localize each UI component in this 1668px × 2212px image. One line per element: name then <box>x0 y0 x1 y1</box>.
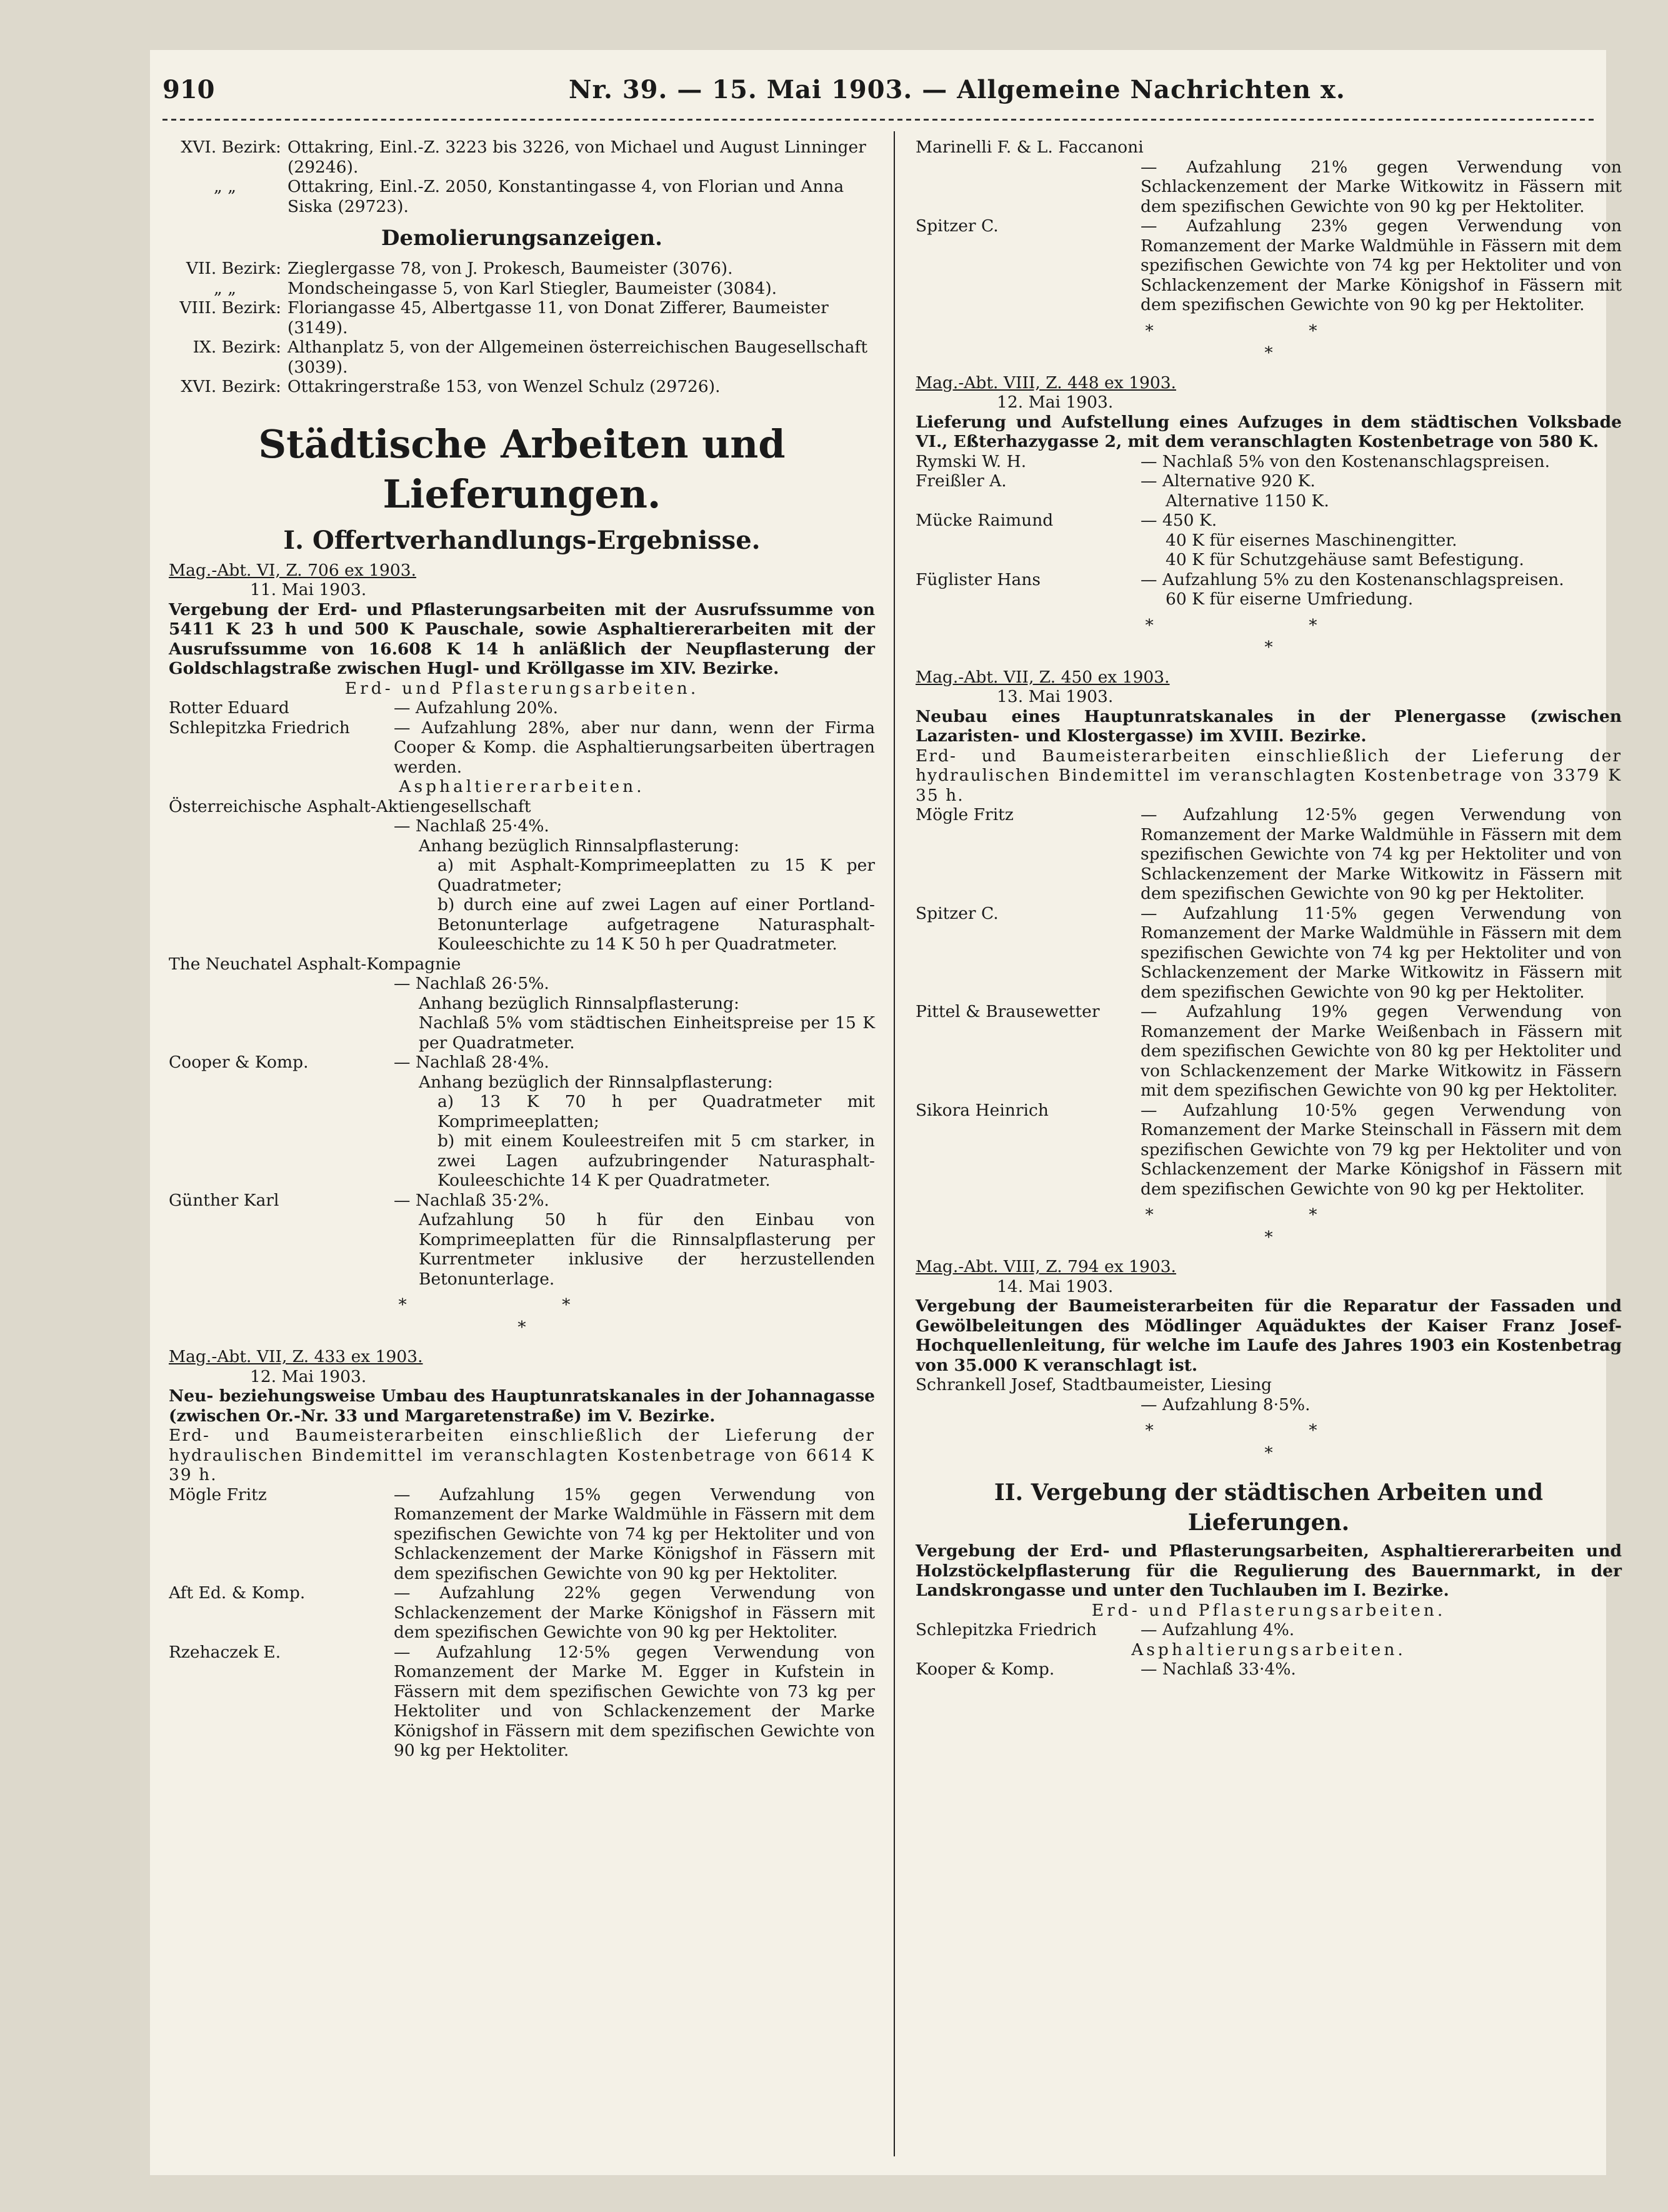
bid-text: — Alternative 920 K. <box>1141 471 1316 491</box>
bid-text: — Nachlaß 5% von den Kostenanschlagspreisen. <box>1141 451 1551 471</box>
page-header <box>162 63 1594 113</box>
bid-text: — Aufzahlung 10·5% gegen Verwendung von Romanzement der Marke Steinschall in Fässern mit dem spezifischen Gewichte von 79 kg per Hektoliter und von Schlackenzement der Marke Königshof in Fässern mit dem spezifischen Gewichte von 90 kg per Hektoliter. <box>1141 1100 1622 1199</box>
reference: Mag.-Abt. VII, Z. 450 ex 1903. <box>916 667 1170 687</box>
bid-row <box>916 550 1622 570</box>
separator-star: * <box>1264 1227 1273 1247</box>
right-column <box>916 138 1622 1679</box>
bid-text: — Aufzahlung 15% gegen Verwendung von Romanzement der Marke Waldmühle in Fässern mit dem spezifischen Gewichte von 74 kg per Hektoliter und von Schlackenzement der Marke Königshof in Fässern mit dem spezifischen Gewichte von 90 kg per Hektoliter. <box>394 1484 875 1583</box>
bid-row <box>169 1485 875 1584</box>
demolition-text: Ottakringerstraße 153, von Wenzel Schulz (29726). <box>287 377 721 396</box>
bid-text: — Aufzahlung 19% gegen Verwendung von Romanzement der Marke Weißenbach in Fässern mit dem spezifischen Gewichte von 80 kg per Hektoliter und von Schlackenzement der Marke Witkowitz in Fässern mit dem spezifischen Gewichte von 90 kg per Hektoliter. <box>1141 1002 1622 1100</box>
bidder-name <box>916 531 1141 551</box>
bidder-name: Sikora Heinrich <box>916 1100 1049 1120</box>
bidder-name <box>916 491 1141 511</box>
bid-line: a) 13 K 70 h per Quadratmeter mit Komprimeeplatten; <box>437 1092 875 1131</box>
subsection-label: Asphaltierungsarbeiten. <box>1131 1639 1406 1659</box>
bid-line: b) mit einem Kouleestreifen mit 5 cm starker, in zwei Lagen aufzubringender Naturasphalt-Kouleeschichte 14 K per Quadratmeter. <box>437 1131 875 1190</box>
bidder-name: The Neuchatel Asphalt-Kompagnie <box>169 954 461 974</box>
bid-line: Anhang bezüglich Rinnsalpflasterung: <box>419 993 739 1013</box>
bidder-name: Marinelli F. & L. Faccanoni <box>916 138 1144 157</box>
separator-stars: * * <box>1145 1421 1392 1440</box>
bid-details <box>169 1210 875 1289</box>
bidder-name <box>916 158 1141 217</box>
bidder-name: Pittel & Brausewetter <box>916 1002 1100 1021</box>
demolition-row <box>169 279 875 299</box>
bid-row <box>916 805 1622 904</box>
demolition-row <box>169 298 875 338</box>
reference: Mag.-Abt. VI, Z. 706 ex 1903. <box>169 560 417 580</box>
bid-line: — Nachlaß 25·4%. <box>394 816 549 836</box>
bid-details <box>169 816 875 954</box>
entry-row <box>169 177 875 216</box>
bid-row <box>916 511 1622 531</box>
bidder-name: Spitzer C. <box>916 216 999 236</box>
bid-row <box>916 1002 1622 1101</box>
separator-star: * <box>1264 343 1273 363</box>
bid-text: — 450 K. <box>1141 511 1217 530</box>
bidder-name <box>916 589 1141 609</box>
separator-stars: * * <box>1145 1205 1392 1224</box>
bid-text: 40 K für eisernes Maschinengitter. <box>1166 530 1457 550</box>
bid-row <box>916 216 1622 315</box>
subsection-label: Erd- und Pflasterungsarbeiten. <box>344 678 699 698</box>
bid-line: Aufzahlung 50 h für den Einbau von Komprimeeplatten für die Rinnsalpflasterung per Kurrentmeter inklusive der herzustellenden Betonunterlage. <box>419 1210 875 1289</box>
bid-text: — Nachlaß 35·2%. <box>394 1190 549 1210</box>
entry-text: Ottakring, Einl.-Z. 3223 bis 3226, von Michael und August Linninger (29246). <box>287 138 866 177</box>
bid-text: — Aufzahlung 28%, aber nur dann, wenn der Firma Cooper & Komp. die Asphaltierungsarbeiten übertragen werden. <box>394 718 875 777</box>
demolition-label: VIII. Bezirk: <box>179 298 281 318</box>
left-column <box>169 138 875 1761</box>
bid-text: — Nachlaß 28·4%. <box>394 1053 549 1072</box>
entry-label: „ „ <box>214 177 236 196</box>
demolition-label: IX. Bezirk: <box>192 338 281 357</box>
bid-row <box>916 570 1622 590</box>
bidder-name: Aft Ed. & Komp. <box>169 1583 306 1603</box>
section-title: Neubau eines Hauptunratskanales in der Plenergasse (zwischen Lazaristen- und Klostergasse) im XVIII. Bezirke. <box>916 706 1622 746</box>
bid-row <box>916 1101 1622 1199</box>
bid-text: — Nachlaß 33·4%. <box>1141 1659 1296 1679</box>
demolition-heading: Demolierungsanzeigen. <box>381 226 663 251</box>
demolition-label: „ „ <box>214 278 236 298</box>
reference: Mag.-Abt. VIII, Z. 794 ex 1903. <box>916 1257 1176 1276</box>
reference: Mag.-Abt. VII, Z. 433 ex 1903. <box>169 1347 423 1366</box>
subsection-label: Asphaltiererarbeiten. <box>399 777 645 796</box>
bidder-name: Österreichische Asphalt-Aktiengesellschaft <box>169 796 531 816</box>
bid-text: — Aufzahlung 12·5% gegen Verwendung von Romanzement der Marke Waldmühle in Fässern mit dem spezifischen Gewichte von 74 kg per Hektoliter und von Schlackenzement der Marke Witkowitz in Fässern mit dem spezifischen Gewichte von 90 kg per Hektoliter. <box>1141 805 1622 903</box>
demolition-text: Althanplatz 5, von der Allgemeinen österreichischen Baugesellschaft (3039). <box>287 338 868 377</box>
demolition-label: VII. Bezirk: <box>186 259 281 278</box>
demolition-text: Mondscheingasse 5, von Karl Stiegler, Baumeister (3084). <box>287 278 777 298</box>
sub-heading: I. Offertverhandlungs-Ergebnisse. <box>283 525 761 555</box>
bid-row <box>916 452 1622 472</box>
section-title: Neu- beziehungsweise Umbau des Hauptunratskanales in der Johannagasse (zwischen Or.-Nr. 33 und Margaretenstraße) im V. Bezirke. <box>169 1386 875 1426</box>
bid-row <box>169 718 875 778</box>
bid-text: 40 K für Schutzgehäuse samt Befestigung. <box>1166 550 1524 569</box>
demolition-row <box>169 338 875 377</box>
reference-date: 12. Mai 1903. <box>250 1366 367 1386</box>
bid-text: — Aufzahlung 23% gegen Verwendung von Romanzement der Marke Waldmühle in Fässern mit dem spezifischen Gewichte von 74 kg per Hektoliter und von Schlackenzement der Marke Königshof in Fässern mit dem spezifischen Gewichte von 90 kg per Hektoliter. <box>1141 216 1622 314</box>
separator-star: * <box>1264 638 1273 657</box>
entry-label: XVI. Bezirk: <box>181 138 281 157</box>
entry-text: Ottakring, Einl.-Z. 2050, Konstantingasse 4, von Florian und Anna Siska (29723). <box>287 177 844 216</box>
demolition-label: XVI. Bezirk: <box>181 377 281 396</box>
bid-row <box>916 589 1622 609</box>
separator-stars: * * <box>1145 615 1392 635</box>
bidder-name: Rymski W. H. <box>916 451 1027 471</box>
page-number: 910 <box>162 75 215 104</box>
newspaper-page <box>150 50 1622 2175</box>
section-title: Lieferung und Aufstellung eines Aufzuges in dem städtischen Volksbade VI., Eßterhazygasse 2, mit dem veranschlagten Kostenbetrage von 580 K. <box>916 412 1622 451</box>
bid-text: — Aufzahlung 21% gegen Verwendung von Schlackenzement der Marke Witkowitz in Fässern mit dem spezifischen Gewichte von 90 kg per Hektoliter. <box>1141 157 1622 216</box>
bid-row <box>916 158 1622 217</box>
bid-details <box>169 1073 875 1191</box>
bidder-name: Spitzer C. <box>916 903 999 923</box>
bidder-name: Füglister Hans <box>916 569 1041 589</box>
bid-line: Nachlaß 5% vom städtischen Einheitspreise per 15 K per Quadratmeter. <box>419 1013 875 1053</box>
bid-line: — Nachlaß 26·5%. <box>394 974 549 993</box>
bid-details <box>169 974 875 1053</box>
demolition-text: Zieglergasse 78, von J. Prokesch, Baumeister (3076). <box>287 259 733 278</box>
bid-row <box>169 1053 875 1073</box>
separator-star: * <box>1264 1443 1273 1463</box>
bid-row <box>916 1659 1622 1679</box>
demolition-row <box>169 259 875 279</box>
section-description: Erd- und Baumeisterarbeiten einschließlich der Lieferung der hydraulischen Bindemittel im veranschlagten Kostenbetrage von 6614 K 39 h. <box>169 1426 875 1484</box>
main-heading: Städtische Arbeiten und Lieferungen. <box>258 421 786 517</box>
bid-row <box>169 1191 875 1211</box>
bid-line: b) durch eine auf zwei Lagen auf einer Portland-Betonunterlage aufgetragene Naturasphalt-Kouleeschichte zu 14 K 50 h per Quadratmeter. <box>437 895 875 954</box>
bid-text: — Aufzahlung 12·5% gegen Verwendung von Romanzement der Marke M. Egger in Kufstein in Fässern mit dem spezifischen Gewichte von 73 kg per Hektoliter und von Schlackenzement der Marke Königshof in Fässern mit dem spezifischen Gewichte von 90 kg per Hektoliter. <box>394 1642 875 1760</box>
bid-text: — Aufzahlung 11·5% gegen Verwendung von Romanzement der Marke Waldmühle in Fässern mit dem spezifischen Gewichte von 74 kg per Hektoliter und von Schlackenzement der Marke Witkowitz in Fässern mit dem spezifischen Gewichte von 90 kg per Hektoliter. <box>1141 903 1622 1002</box>
bid-row <box>169 1583 875 1643</box>
bidder-name: Mücke Raimund <box>916 511 1054 530</box>
bidder-name: Schrankell Josef, Stadtbaumeister, Liesing <box>916 1375 1272 1394</box>
reference-date: 12. Mai 1903. <box>997 393 1114 412</box>
demolition-row <box>169 377 875 397</box>
header-rule <box>162 119 1594 121</box>
bid-text: — Aufzahlung 4%. <box>1141 1620 1295 1639</box>
bidder-name: Mögle Fritz <box>169 1484 267 1504</box>
reference: Mag.-Abt. VIII, Z. 448 ex 1903. <box>916 373 1176 393</box>
bidder-name: Rotter Eduard <box>169 698 289 718</box>
section-title: Vergebung der Baumeisterarbeiten für die Reparatur der Fassaden und Gewölbeleitungen des Mödlinger Aquäduktes der Kaiser Franz Josef-Hochquellenleitung, für welche im Laufe des Jahres 1903 ein Kostenbetrag von 35.000 K veranschlagt ist. <box>916 1296 1622 1375</box>
bid-line: Anhang bezüglich der Rinnsalpflasterung: <box>419 1072 773 1092</box>
bidder-name: Mögle Fritz <box>916 805 1014 824</box>
bid-row <box>916 1620 1622 1640</box>
reference-date: 14. Mai 1903. <box>997 1276 1114 1296</box>
subsection-label: Erd- und Pflasterungsarbeiten. <box>1091 1600 1446 1620</box>
demolition-text: Floriangasse 45, Albertgasse 11, von Donat Zifferer, Baumeister (3149). <box>287 298 829 338</box>
reference-date: 11. Mai 1903. <box>250 580 367 599</box>
bidder-name: Schlepitzka Friedrich <box>169 718 350 738</box>
part-two-heading: II. Vergebung der städtischen Arbeiten und Lieferungen. <box>994 1479 1544 1536</box>
bidder-name <box>916 550 1141 570</box>
bid-text: — Aufzahlung 22% gegen Verwendung von Schlackenzement der Marke Königshof in Fässern mit dem spezifischen Gewichte von 90 kg per Hektoliter. <box>394 1583 875 1642</box>
bid-text: Alternative 1150 K. <box>1166 491 1329 511</box>
separator-star: * <box>517 1317 526 1337</box>
section-title: Vergebung der Erd- und Pflasterungsarbeiten mit der Ausrufssumme von 5411 K 23 h und 500 K Pauschale, sowie Asphaltiererarbeiten mit der Ausrufssumme von 16.608 K 14 h anläßlich der Neupflasterung der Goldschlagstraße zwischen Hugl- und Kröllgasse im XIV. Bezirke. <box>169 599 875 678</box>
bid-text: — Aufzahlung 20%. <box>394 698 559 718</box>
running-title: Nr. 39. — 15. Mai 1903. — Allgemeine Nachrichten x. <box>569 75 1346 104</box>
bid-row <box>169 1643 875 1761</box>
bid-row <box>916 904 1622 1003</box>
bid-line: a) mit Asphalt-Komprimeeplatten zu 15 K per Quadratmeter; <box>437 856 875 895</box>
entry-row <box>169 138 875 177</box>
separator-stars: * * <box>1145 321 1392 341</box>
bidder-name: Rzehaczek E. <box>169 1642 281 1662</box>
bid-text: — Aufzahlung 5% zu den Kostenanschlagspreisen. <box>1141 569 1564 589</box>
bid-row <box>916 491 1622 511</box>
separator-stars: * * <box>398 1295 646 1314</box>
reference-date: 13. Mai 1903. <box>997 687 1114 706</box>
bidder-name: Günther Karl <box>169 1190 279 1210</box>
bid-row <box>169 698 875 718</box>
column-divider <box>894 131 895 2156</box>
bid-row <box>916 531 1622 551</box>
bidder-name: Kooper & Komp. <box>916 1659 1055 1679</box>
bid-text: — Aufzahlung 8·5%. <box>1141 1394 1311 1414</box>
section-description: Erd- und Baumeisterarbeiten einschließlich der Lieferung der hydraulischen Bindemittel im veranschlagten Kostenbetrage von 3379 K 35 h. <box>916 746 1622 805</box>
bid-text: 60 K für eiserne Umfriedung. <box>1166 589 1414 609</box>
bidder-name: Cooper & Komp. <box>169 1053 309 1072</box>
bid-line: Anhang bezüglich Rinnsalpflasterung: <box>419 836 739 856</box>
bid-row <box>916 471 1622 491</box>
section-title: Vergebung der Erd- und Pflasterungsarbeiten, Asphaltiererarbeiten und Holzstöckelpflasterung für die Regulierung des Bauernmarkt, in der Landskrongasse und unter den Tuchlauben im I. Bezirke. <box>916 1541 1622 1600</box>
bidder-name: Schlepitzka Friedrich <box>916 1620 1097 1639</box>
bidder-name: Freißler A. <box>916 471 1007 491</box>
